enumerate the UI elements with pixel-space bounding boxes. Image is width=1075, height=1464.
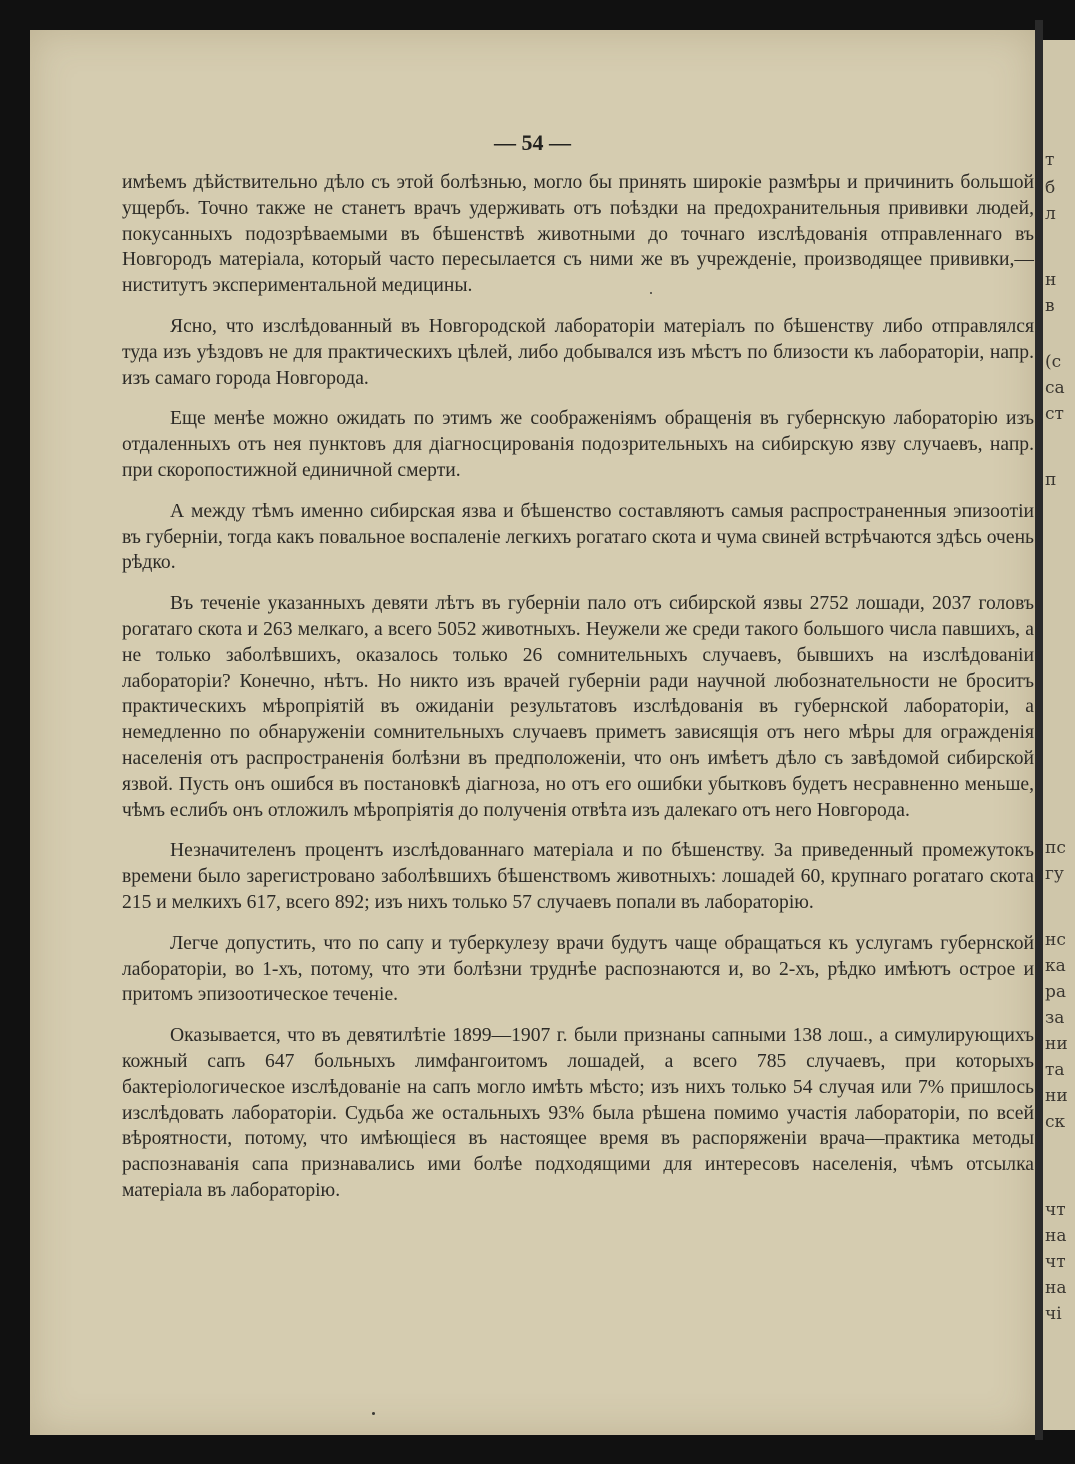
adjacent-page-fragment: за (1045, 1008, 1065, 1028)
adjacent-page-fragment: та (1045, 1060, 1065, 1080)
paragraph: Незначителенъ процентъ изслѣдованнаго матеріала и по бѣшенству. За приведенный промежутокъ времени было зарегистровано заболѣвшихъ бѣшенствомъ животныхъ: лошадей 60, крупнаго рогатаго скота 215 и мелкихъ 617, всего 892; изъ нихъ только 57 случаевъ попали въ лабораторію. (122, 840, 1034, 913)
adjacent-page-fragment: в (1045, 296, 1055, 316)
page-gutter (1035, 20, 1043, 1440)
adjacent-page-fragment: ст (1045, 404, 1064, 424)
adjacent-page-fragment: на (1045, 1278, 1067, 1298)
paragraph: Еще менѣе можно ожидать по этимъ же соображеніямъ обращенія въ губернскую лабораторію изъ отдаленныхъ отъ нея пунктовъ для діагносцированія подозрительныхъ на сибирскую язву случаевъ, напр. при скоропостижной единичной смерти. (122, 408, 1034, 481)
adjacent-page-fragment: ни (1045, 1034, 1068, 1054)
paragraph: А между тѣмъ именно сибирская язва и бѣшенство составляютъ самыя распространенныя эпизоотіи въ губерніи, тогда какъ повальное воспаленіе легкихъ рогатаго скота и чума свиней встрѣчаются здѣсь очень рѣдко. (122, 500, 1034, 574)
adjacent-page-fragment: чі (1045, 1304, 1062, 1324)
adjacent-page-fragment: ни (1045, 1086, 1068, 1106)
paragraph: Легче допустить, что по сапу и туберкулезу врачи будутъ чаще обращаться къ услугамъ губернской лабораторіи, во 1-хъ, потому, что эти болѣзни труднѣе распознаются и, во 2-хъ, рѣдко имѣютъ острое и притомъ эпизоотическое теченіе. (122, 932, 1034, 1006)
ink-speck (650, 292, 652, 294)
page-number: — 54 — (494, 130, 571, 155)
adjacent-page-fragment: са (1045, 378, 1065, 398)
paragraph: имѣемъ дѣйствительно дѣло съ этой болѣзнью, могло бы принять широкіе размѣры и причинить большой ущербъ. Точно также не станетъ врачъ удерживать отъ поѣздки на предохранительныя прививки людей, покусанныхъ подозрѣваемыми въ бѣшенствѣ животными до точнаго изслѣдованія отправленнаго въ Новгородъ матеріала, который часто пересылается съ ними же въ учрежденіе, производящее прививки,—ниститутъ экспериментальной медицины. (122, 172, 1034, 297)
text-body (122, 170, 1034, 1219)
ink-speck (372, 1412, 375, 1415)
adjacent-page-fragment: ка (1045, 956, 1066, 976)
paragraph: Въ теченіе указанныхъ девяти лѣтъ въ губерніи пало отъ сибирской язвы 2752 лошади, 2037 головъ рогатаго скота и 263 мелкаго, а всего 5052 животныхъ. Неужели же среди такого большого числа павшихъ, а не только заболѣвшихъ, оказалось только 26 сомнительныхъ случаевъ, бывшихъ на изслѣдованіи лабораторіи? Конечно, нѣтъ. Но никто изъ врачей губерніи ради научной любознательности не броситъ практическихъ мѣропріятій въ ожиданіи результатовъ изслѣдованія въ губернской лабораторіи, а немедленно по обнаруженіи сомнительныхъ случаевъ приметъ зависящія отъ него мѣры для огражденія населенія отъ распространенія болѣзни въ предположеніи, что онъ имѣетъ дѣло съ завѣдомой сибирской язвой. Пусть онъ ошибся въ постановкѣ діагноза, но отъ его ошибки убытковъ будетъ несравненно меньше, чѣмъ еслибъ онъ отложилъ мѣропріятія до полученія отвѣта изъ далекаго отъ него Новгорода. (122, 593, 1034, 821)
paragraph: Ясно, что изслѣдованный въ Новгородской лабораторіи матеріалъ по бѣшенству либо отправлялся туда изъ уѣздовъ не для практическихъ цѣлей, либо добывался изъ мѣстъ по близости къ лабораторіи, напр. изъ самаго города Новгорода. (122, 315, 1034, 389)
document-page (30, 30, 1035, 1435)
adjacent-page-fragment: ра (1045, 982, 1067, 1002)
adjacent-page-fragment: чт (1045, 1200, 1066, 1220)
adjacent-page-fragment: нс (1045, 930, 1066, 950)
adjacent-page-fragment: пс (1045, 838, 1066, 858)
adjacent-page-fragment: на (1045, 1226, 1067, 1246)
adjacent-page-fragment: т (1045, 150, 1055, 170)
adjacent-page-fragment: ск (1045, 1112, 1066, 1132)
paragraph: Оказывается, что въ девятилѣтіе 1899—1907 г. были признаны сапными 138 лош., а симулирующихъ кожный сапъ 647 больныхъ лимфангоитомъ лошадей, а всего 785 случаевъ, при которыхъ бактеріологическое изслѣдованіе на сапъ могло имѣть мѣсто; изъ нихъ только 54 случая или 7% пришлось изслѣдовать лабораторіи. Судьба же остальныхъ 93% была рѣшена помимо участія лабораторіи, по всей вѣроятности, потому, что имѣющіеся въ настоящее время въ распоряженіи врача—практика методы распознаванія сапа признавались ими болѣе подходящими для интересовъ населенія, чѣмъ отсылка матеріала въ лабораторію. (122, 1025, 1034, 1201)
adjacent-page-fragment: б (1045, 178, 1056, 198)
adjacent-page-fragment: (с (1045, 352, 1062, 372)
adjacent-page-fragment: н (1045, 270, 1057, 290)
adjacent-page-fragment: чт (1045, 1252, 1066, 1272)
adjacent-page-fragment: гу (1045, 864, 1064, 884)
adjacent-page-fragment: л (1045, 204, 1056, 224)
adjacent-page-edge (1043, 40, 1075, 1430)
adjacent-page-fragment: п (1045, 470, 1057, 490)
